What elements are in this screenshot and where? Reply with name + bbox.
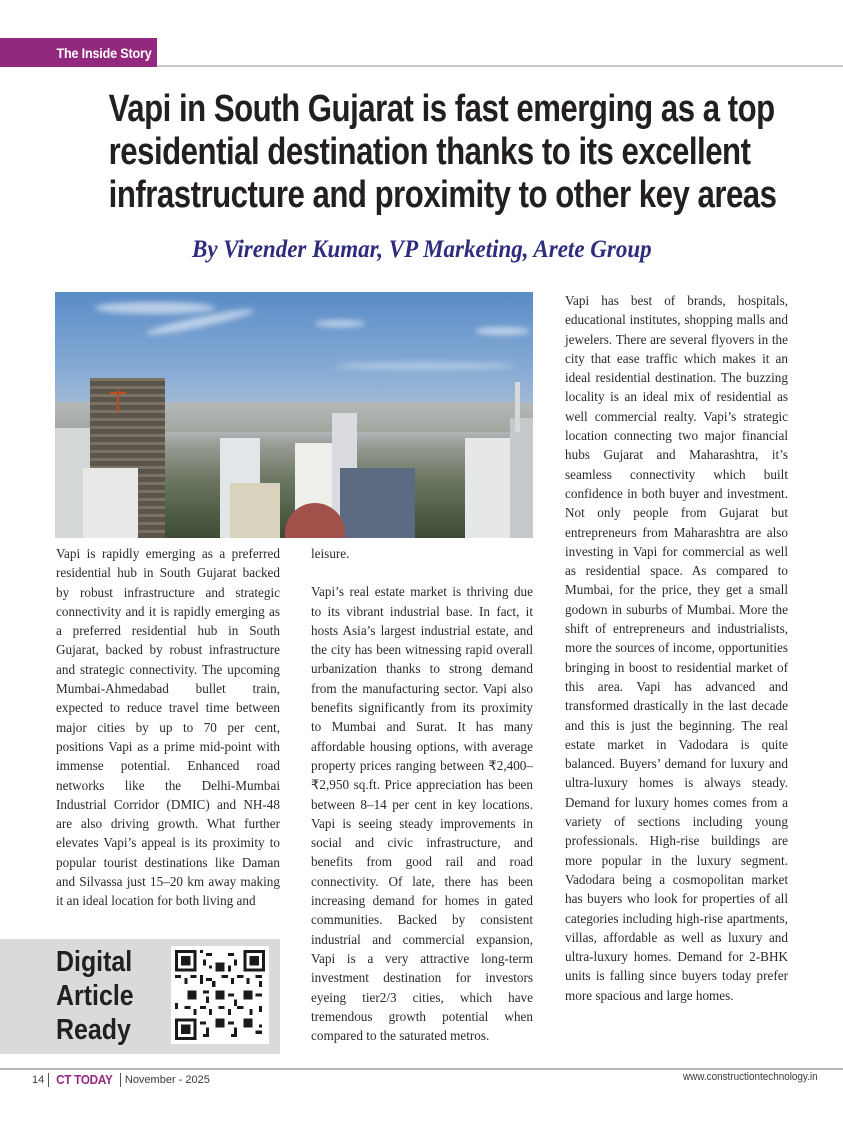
footer-separator — [48, 1073, 49, 1087]
website-link[interactable]: www.constructiontechnology.in — [683, 1071, 818, 1083]
footer-left — [32, 1072, 210, 1087]
article-column-1 — [56, 544, 280, 930]
footer-separator — [120, 1073, 121, 1087]
brand-logo: CT TODAY — [56, 1072, 113, 1087]
article-headline — [40, 88, 803, 217]
article-column-3 — [565, 291, 788, 1024]
paragraph: Vapi’s real estate market is thriving due to its vibrant industrial base. In fact, it hosts Asia’s largest industrial estate, and the city has been witnessing rapid overall urbanization thanks to strong demand from the manufacturing sector. Vapi also benefits significantly from its proximity to Mumbai and Surat. It has many affordable housing options, with average property prices ranging between ₹2,400–₹2,950 sq.ft. Price appreciation has been between 8–14 per cent in key locations. Vapi is seeing steady improvements in social and civic infrastructure, and benefits from good rail and road connectivity. Of late, there has been increasing demand for homes in gated communities. Backed by consistent industrial and commercial expansion, Vapi is a very attractive long-term investment destination for investors eyeing tier2/3 cities, which have tremendous growth potential when compared to the saturated metros. — [311, 584, 533, 1044]
headline-line-1: Vapi in South Gujarat is fast emerging as a top — [108, 88, 775, 130]
byline-text: By Virender Kumar, VP Marketing, Arete Group — [191, 236, 652, 263]
headline-line-3: infrastructure and proximity to other key areas — [108, 174, 777, 216]
qr-code-icon[interactable] — [171, 946, 269, 1044]
issue-date: November - 2025 — [124, 1073, 210, 1086]
paragraph: leisure. — [311, 546, 350, 561]
section-label: The Inside Story — [16, 38, 157, 67]
byline — [0, 236, 843, 264]
city-skyline-photo — [55, 292, 533, 538]
digital-article-label: Digital Article Ready — [56, 946, 134, 1046]
top-divider — [157, 65, 843, 67]
headline-line-2: residential destination thanks to its excellent — [108, 131, 751, 173]
bottom-divider — [0, 1068, 843, 1070]
paragraph: Vapi has best of brands, hospitals, educational institutes, shopping malls and jewelers. There are several flyovers in the city that ease traffic which makes it an ideal residential destination. The buzzing locality is an ideal mix of residential as well commercial realty. Vapi’s strategic location connecting two major financial hubs Gujarat and Maharashtra, it’s seamless connectivity which built confidence in both buyer and investment. Not only people from Gujarat but entrepreneurs from Maharashtra are also investing in Vapi for commercial as well as residential space. As compared to Mumbai, for the price, they get a small godown in suburbs of Mumbai. More the shift of entrepreneurs and industrialists, more the sources of income, opportunities bringing in boost to residential market of this area. Vapi has advanced and transformed drastically in the last decade and this is just the beginning. The real estate market in Vadodara is quite balanced. Buyers’ demand for luxury and ultra-luxury homes is always steady. Demand for luxury homes comes from a variety of sections including young professionals. High-rise buildings are more popular in the luxury segment. Vadodara being a cosmopolitan market has buyers who look for properties of all categories including high-rise apartments, villas, affordable as well as luxury and ultra-luxury homes. Demand for 2-BHK units is falling since buyers today prefer more spacious and large homes. — [565, 293, 788, 1003]
article-column-2 — [311, 544, 533, 1064]
page-number: 14 — [32, 1073, 45, 1086]
paragraph: Vapi is rapidly emerging as a preferred residential hub in South Gujarat backed by robust infrastructure and strategic connectivity and it is rapidly emerging as a preferred residential hub in South Gujarat, backed by robust infrastructure and strategic connectivity. The upcoming Mumbai-Ahmedabad bullet train, expected to reduce travel time between major cities by up to 70 per cent, positions Vapi as a prime mid-point with immense potential. Enhanced road networks like the Delhi-Mumbai Industrial Corridor (DMIC) and NH-48 are also driving growth. What further elevates Vapi’s appeal is its proximity to popular tourist destinations like Daman and Silvassa just 15–20 km away making it an ideal location for both living and — [56, 546, 280, 909]
